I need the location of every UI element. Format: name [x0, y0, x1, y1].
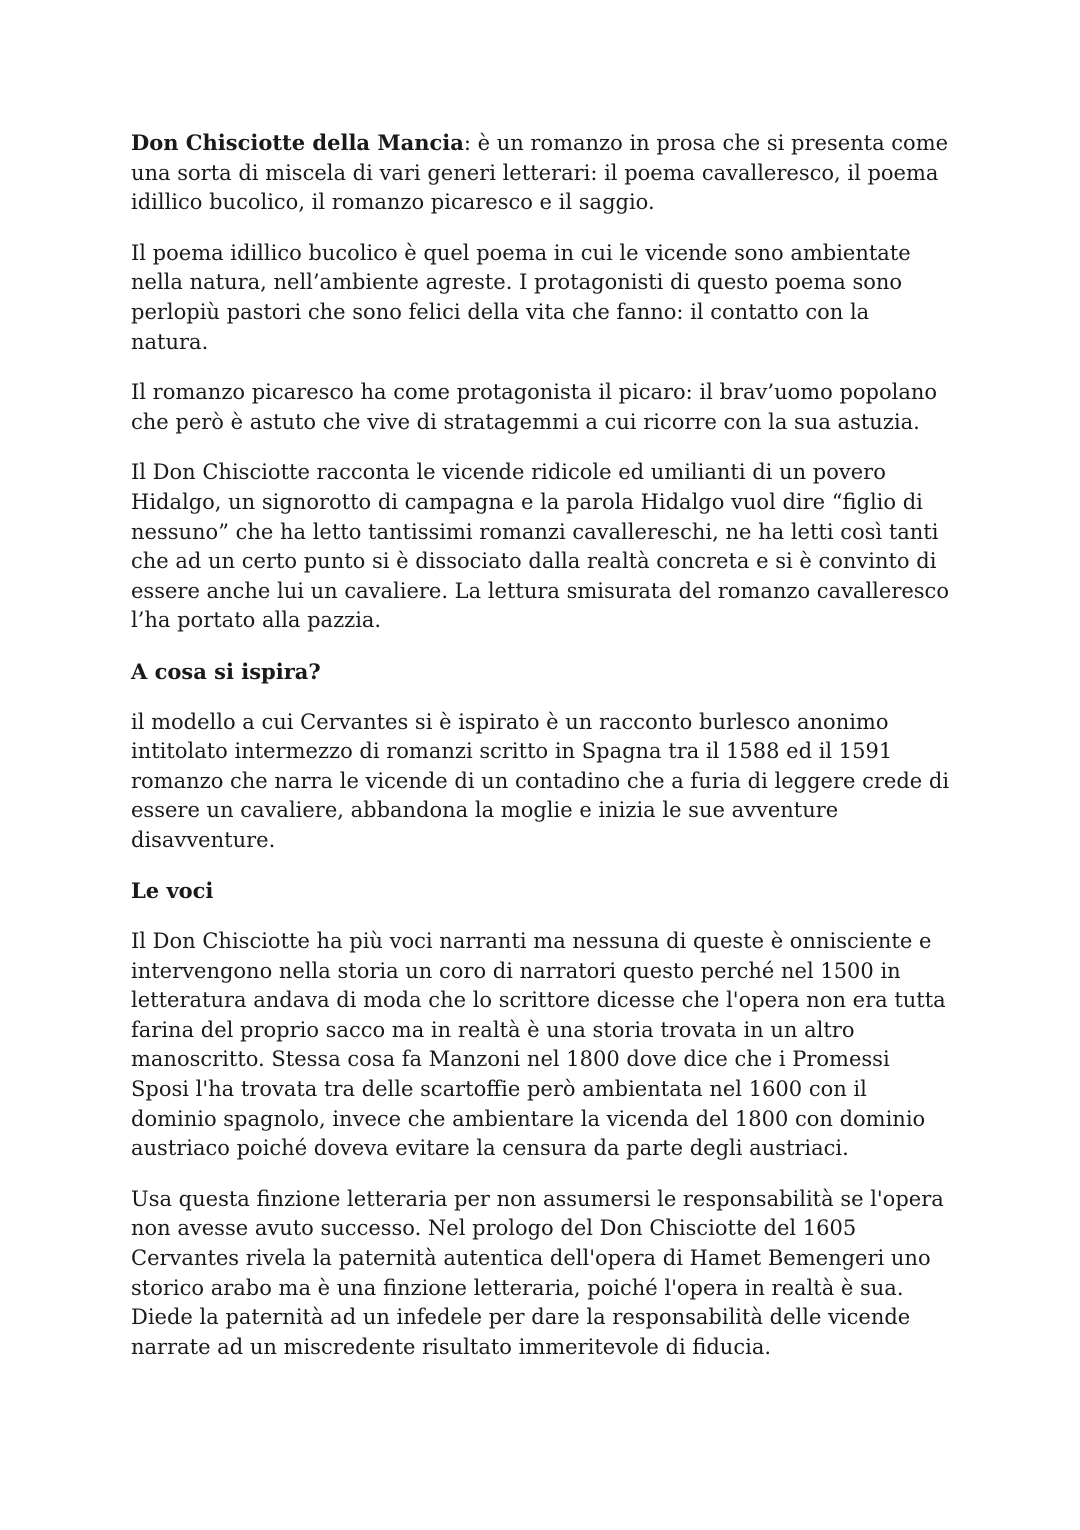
intro-paragraph: [131, 128, 951, 218]
paragraph-voci: Il Don Chisciotte ha più voci narranti ma nessuna di queste è onnisciente e intervengono nella storia un coro di narratori questo perché nel 1500 in letteratura andava di moda che lo scrittore dicesse che l'opera non era tutta farina del proprio sacco ma in realtà è una storia trovata in un altro manoscritto. Stessa cosa fa Manzoni nel 1800 dove dice che i Promessi Sposi l'ha trovata tra delle scartoffie però ambientata nel 1600 con il dominio spagnolo, invece che ambientare la vicenda del 1800 con dominio austriaco poiché doveva evitare la censura da parte degli austriaci.: [131, 929, 946, 1161]
paragraph-picaresco: Il romanzo picaresco ha come protagonista il picaro: il brav’uomo popolano che però è astuto che vive di stratagemmi a cui ricorre con la sua astuzia.: [131, 380, 938, 434]
document-page: [131, 128, 951, 1383]
intro-title: Don Chisciotte della Mancia: [131, 130, 464, 155]
intro-text: : è un romanzo in prosa che si presenta come una sorta di miscela di vari generi letterari: il poema cavalleresco, il poema idillico bucolico, il romanzo picaresco e il saggio.: [131, 131, 949, 215]
paragraph-idillico: Il poema idillico bucolico è quel poema in cui le vicende sono ambientate nella natura, nell’ambiente agreste. I protagonisti di questo poema sono perlopiù pastori che sono felici della vita che fanno: il contatto con la natura.: [131, 240, 911, 354]
heading-ispira: A cosa si ispira?: [131, 658, 321, 684]
paragraph-ispira: il modello a cui Cervantes si è ispirato è un racconto burlesco anonimo intitolato intermezzo di romanzi scritto in Spagna tra il 1588 ed il 1591 romanzo che narra le vicende di un contadino che a furia di leggere crede di essere un cavaliere, abbandona la moglie e inizia le sue avventure disavventure.: [131, 709, 950, 852]
heading-voci: Le voci: [131, 878, 214, 904]
paragraph-finzione: Usa questa finzione letteraria per non assumersi le responsabilità se l'opera non avesse avuto successo. Nel prologo del Don Chisciotte del 1605 Cervantes rivela la paternità autentica dell'opera di Hamet Bemengeri uno storico arabo ma è una finzione letteraria, poiché l'opera in realtà è sua. Diede la paternità ad un infedele per dare la responsabilità delle vicende narrate ad un miscredente risultato immeritevole di fiducia.: [131, 1186, 944, 1359]
paragraph-racconta: Il Don Chisciotte racconta le vicende ridicole ed umilianti di un povero Hidalgo, un signorotto di campagna e la parola Hidalgo vuol dire “figlio di nessuno” che ha letto tantissimi romanzi cavallereschi, ne ha letti così tanti che ad un certo punto si è dissociato dalla realtà concreta e si è convinto di essere anche lui un cavaliere. La lettura smisurata del romanzo cavalleresco l’ha portato alla pazzia.: [131, 460, 949, 633]
